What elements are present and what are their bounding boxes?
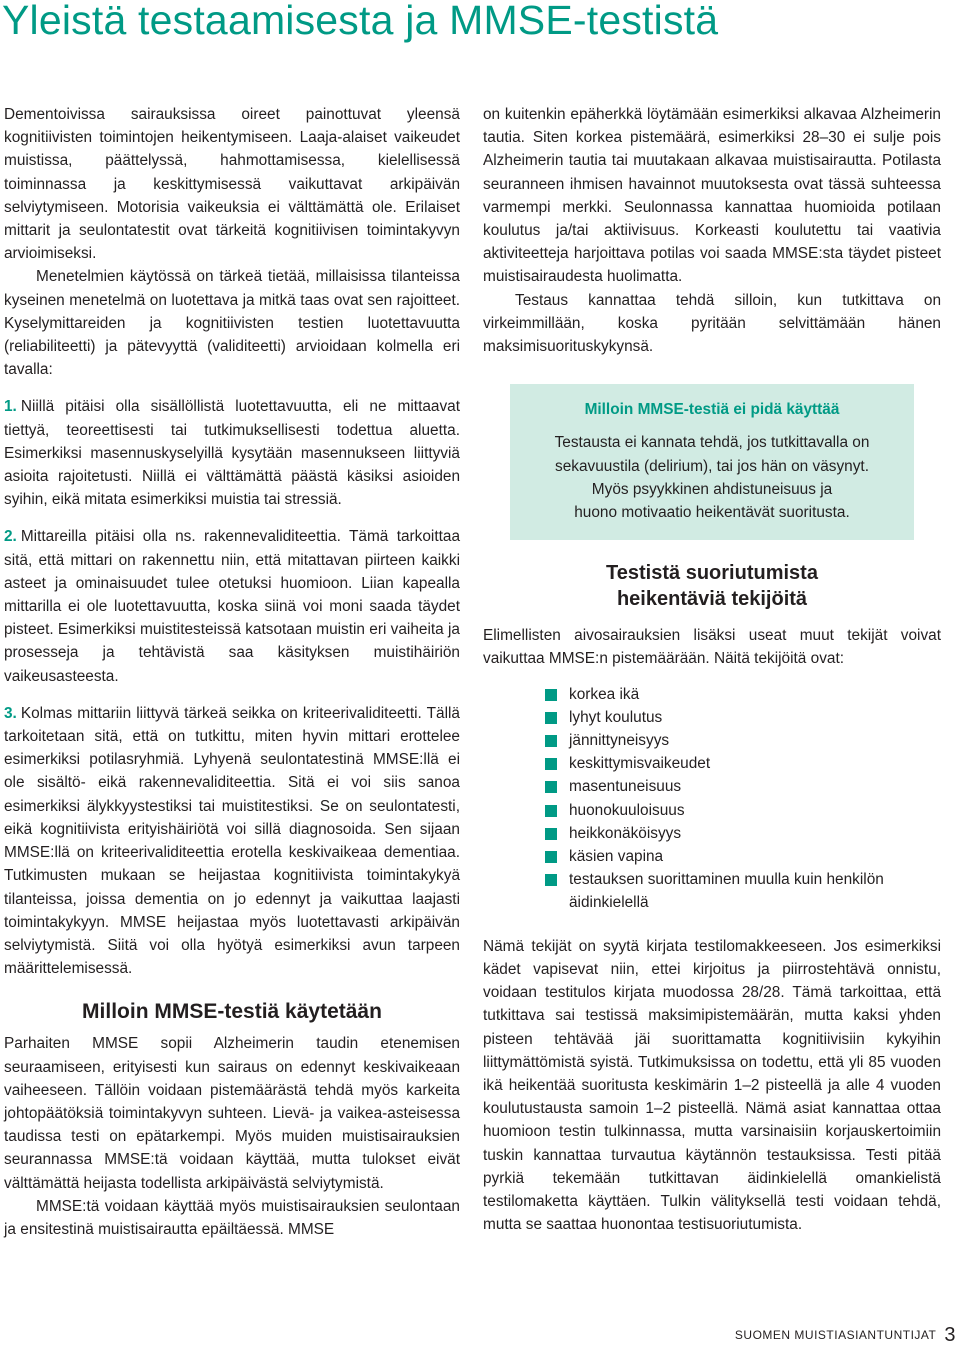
reliability-item-2 — [4, 525, 460, 687]
factor-list — [545, 683, 941, 915]
info-box-line: Myös psyykkinen ahdistuneisuus ja — [591, 480, 833, 498]
list-item: lyhyt koulutus — [545, 706, 941, 729]
info-box — [510, 384, 914, 540]
heading-line: heikentäviä tekijöitä — [616, 588, 808, 611]
section-heading-factors — [483, 560, 941, 612]
item-number: 3. — [4, 704, 17, 722]
square-bullet-icon — [545, 851, 557, 863]
left-column — [4, 103, 460, 1241]
list-item: masentuneisuus — [545, 775, 941, 798]
reliability-item-1 — [4, 395, 460, 511]
square-bullet-icon — [545, 712, 557, 724]
reliability-item-3 — [4, 702, 460, 980]
list-item: jännittyneisyys — [545, 729, 941, 752]
continuation-paragraph: on kuitenkin epäherkkä löytämään esimerkiksi alkavaa Alzheimerin tautia. Siten korkea pistemäärä, esimerkiksi 28–30 ei sulje pois Alzheimerin tautia tai muutakaan alkavaa muistisairautta. Potilasta seuranneen ihmisen havainnot muutoksesta ovat tässä suhteessa varmempi merkki. Seulonnassa kannattaa huomioida potilaan koulutus ja/tai aktiivisuus. Korkeasti koulutettu tai vaativia aktiviteetteja harjoittava potilas voi saada MMSE:sta täydet pisteet muistisairaudesta huolimatta. — [483, 106, 941, 286]
methods-paragraph: Menetelmien käytössä on tärkeä tietää, millaisissa tilanteissa kyseinen menetelmä on luotettava ja mitkä taas ovat sen rajoitteet. Kyselymittareiden ja kognitiivisten testien luotettavuutta (reliabiliteetti) ja pätevyyttä (validiteetti) arvioidaan kolmella eri tavalla: — [4, 268, 460, 379]
footer-org: SUOMEN MUISTIASIANTUNTIJAT — [734, 1328, 937, 1342]
page-title: Yleistä testaamisesta ja MMSE-testistä — [2, 0, 719, 43]
intro-paragraph: Dementoivissa sairauksissa oireet painottuvat yleensä kognitiivisten toimintojen heikentymiseen. Laaja-alaiset vaikeudet muistissa, päättelyssä, hahmottamisessa, kielellisessä toiminnassa ja keskittymisessä vaikuttavat arkipäivän selviytymiseen. Motorisia vaikeuksia ei välttämättä ole. Erilaiset mittarit ja seulontatestit ovat tärkeitä kognitiivisen toimintakyvyn arvioimiseksi. — [4, 106, 460, 263]
square-bullet-icon — [545, 805, 557, 817]
info-box-title: Milloin MMSE-testiä ei pidä käyttää — [584, 401, 840, 419]
section-heading-when-used: Milloin MMSE-testiä käytetään — [82, 1000, 382, 1024]
heading-line: Testistä suoriutumista — [606, 562, 818, 585]
square-bullet-icon — [545, 735, 557, 747]
page-number: 3 — [944, 1324, 956, 1346]
square-bullet-icon — [545, 758, 557, 770]
item-text: Mittareilla pitäisi olla ns. rakennevaliditeettia. Tämä tarkoittaa sitä, että mittari on rakennettu niin, että mitattavan piirteen kaikki asteet ja ominaisuudet tulee otetuksi huomioon. Liian kapealla mittarilla ei ole luotettavuutta, koska siinä voi moni saada täydet pisteet. Esimerkiksi muistitesteissä katsotaan muistin eri vaiheita ja prosesseja ja tehtävistä saa käsityksen muistihäiriön vaikeusasteesta. — [4, 528, 460, 685]
info-box-line: huono motivaatio heikentävät suoritusta. — [574, 504, 850, 522]
item-text: Kolmas mittariin liittyvä tärkeä seikka on kriteerivaliditeetti. Tällä tarkoitetaan sitä, että on tutkittu, miten hyvin mittari erottelee esimerkiksi potilasryhmiä. Lyhyenä seulontatestinä MMSE:llä ei ole sisältö- eikä rakennevaliditeettia. Sitä ei voi siis sanoa esimerkiksi älykkyystestiksi tai muistitestiksi. Se on seulontatesti, eikä kognitiivista erityishäiriötä voi sillä diagnosoida. Sen sijaan MMSE:llä on kriteerivaliditeettia erotella keskivaikeaa dementiaa. Tutkimusten mukaan se heijastaa kognitiivista toimintakykyä tilanteissa, joissa dementia on jo edennyt ja vaikuttaa laajasti toimintakykyyn. MMSE heijastaa myös luotettavasti arkipäivän selviytymistä. Siitä voi olla hyötyä esimerkiksi avun tarpeen määrittelemisessä. — [4, 704, 460, 978]
list-item: keskittymisvaikeudet — [545, 752, 941, 775]
square-bullet-icon — [545, 874, 557, 886]
list-item: testauksen suorittaminen muulla kuin henkilön äidinkielellä — [545, 868, 941, 914]
square-bullet-icon — [545, 689, 557, 701]
screening-paragraph: MMSE:tä voidaan käyttää myös muistisairauksien seulontaan ja ensitestinä muistisairautta epäiltäessä. MMSE — [4, 1197, 460, 1238]
item-text: Niillä pitäisi olla sisällöllistä luotettavuutta, eli ne mittaavat tiettyä, teoreettisesti tai tutkimuksellisesti todettua aluetta. Esimerkiksi masennuskyselyillä kysytään masennukseen liittyviä asioita rajoitetusti. Niillä ei välttämättä päästä käsiksi asioiden syihin, eikä mitata esimerkiksi muistia tai stressiä. — [4, 398, 460, 509]
item-number: 2. — [4, 528, 17, 546]
info-box-line: Testausta ei kannata tehdä, jos tutkittavalla on — [554, 434, 870, 452]
info-box-line: sekavuustila (delirium), tai jos hän on väsynyt. — [555, 457, 869, 475]
square-bullet-icon — [545, 828, 557, 840]
square-bullet-icon — [545, 781, 557, 793]
factors-intro-paragraph: Elimellisten aivosairauksien lisäksi useat muut tekijät voivat vaikuttaa MMSE:n pistemäärään. Näitä tekijöitä ovat: — [483, 627, 941, 668]
list-item: käsien vapina — [545, 845, 941, 868]
item-number: 1. — [4, 398, 17, 416]
list-item: heikkonäköisyys — [545, 822, 941, 845]
list-item: korkea ikä — [545, 683, 941, 706]
page-footer — [735, 1324, 956, 1347]
factors-note-paragraph: Nämä tekijät on syytä kirjata testilomakkeeseen. Jos esimerkiksi kädet vapisevat niin, ettei kirjoitus ja piirrostehtävä onnistu, voidaan testitulos kirjata muodossa 28/28. Tämä tarkoittaa, että tutkittava sai testissä maksimipistemäärän, mutta kaksi yhden pisteen tehtävää jäi suorittamatta kognitiivisiin kykyihin liittymättömistä syistä. Tutkimuksissa on todettu, että yli 85 vuoden ikä heikentää suoritusta keskimärin 1–2 pisteellä ja alle 4 vuoden koulutustausta samoin 1–2 pisteellä. Nämä asiat kannattaa ottaa huomioon testin tulkinnassa, mutta varsinaisiin korjauskertoimiin tuskin kannattaa turvautua käytännön testauksissa. Testi pitää pyrkiä tekemään tutkittavan äidinkielellä omankielistä testilomaketta käyttäen. Tulkin välityksellä testi voidaan tehdä, mutta se saattaa huonontaa testisuoriutumista. — [483, 937, 941, 1234]
list-item: huonokuuloisuus — [545, 799, 941, 822]
testing-time-paragraph: Testaus kannattaa tehdä silloin, kun tutkittava on virkeimmillään, koska pyritään selvittämään hänen maksimisuorituskykynsä. — [483, 291, 941, 356]
when-used-paragraph: Parhaiten MMSE sopii Alzheimerin taudin etenemisen seuraamiseen, erityisesti kun sairaus on edennyt keskivaikeaan vaiheeseen. Tällöin voidaan pistemäärästä tehdä myös karkeita johtopäätöksiä toimintakyvyn suhteen. Lievä- ja vaikea-asteisessa taudissa testi on epätarkempi. Myös muiden muistisairauksien seurannassa MMSE:tä voidaan käyttää, mutta tulokset eivät välttämättä heijasta todellista arkipäivästä selviytymistä. — [4, 1035, 460, 1192]
right-column — [483, 103, 941, 1236]
